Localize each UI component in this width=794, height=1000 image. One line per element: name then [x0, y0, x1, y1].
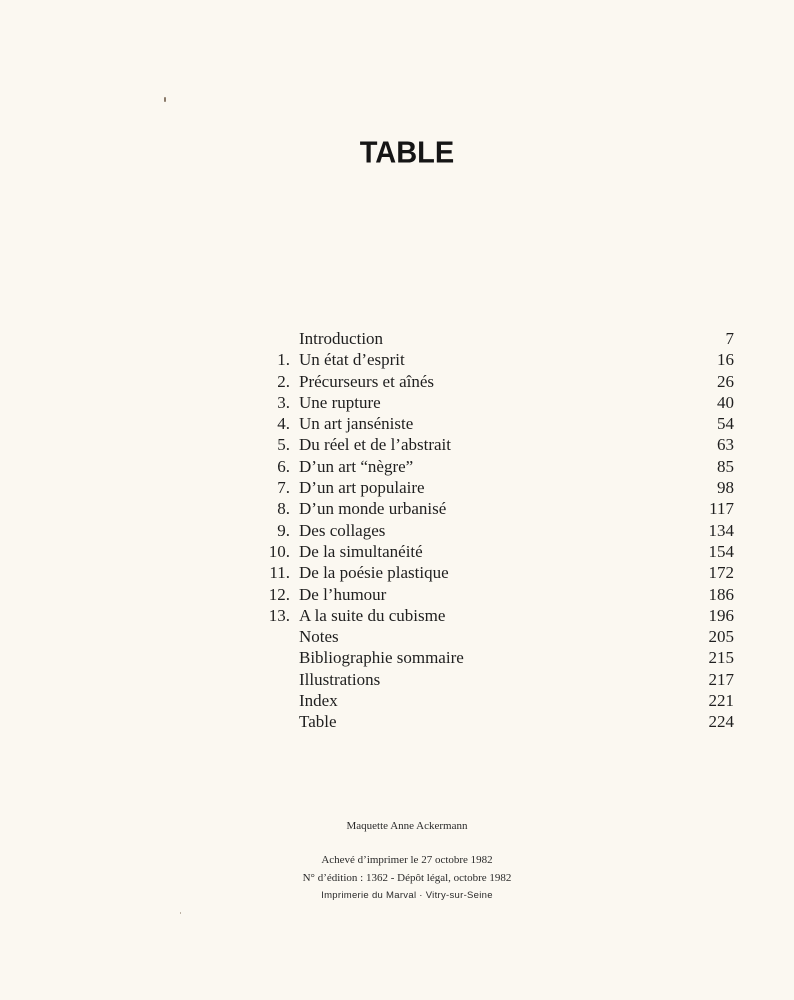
toc-entry-page: 85: [717, 456, 734, 476]
toc-entry: [250, 647, 734, 668]
toc-entry-page: 7: [725, 329, 734, 348]
toc-entry: [250, 456, 734, 477]
toc-entry: [250, 349, 734, 370]
page-title: TABLE: [359, 136, 455, 170]
toc-entry-label: De la simultanéité: [299, 541, 423, 561]
toc-entry-number: 2.: [277, 371, 290, 391]
toc-entry-label: Précurseurs et aînés: [299, 371, 435, 391]
toc-entry-page: 215: [708, 648, 734, 668]
toc-entry-label: Notes: [299, 627, 339, 647]
toc-entry-number: 1.: [277, 350, 290, 370]
toc-entry: [250, 413, 734, 434]
toc-entry-number: 6.: [277, 456, 290, 476]
edition-info: N° d’édition : 1362 - Dépôt légal, octobre 1982: [302, 872, 512, 884]
toc-entry-label: Une rupture: [299, 392, 381, 412]
toc-entry-page: 54: [717, 414, 734, 434]
toc-entry-label: Illustrations: [299, 669, 381, 689]
toc-entry: [250, 392, 734, 413]
toc-entry-page: 205: [708, 627, 734, 647]
printer-info: Imprimerie du Marval · Vitry-sur-Seine: [321, 890, 493, 901]
toc-entry-page: 40: [717, 392, 734, 412]
toc-entry-page: 26: [717, 371, 734, 391]
toc-entry-label: De la poésie plastique: [299, 563, 449, 583]
toc-entry-label: Des collages: [299, 520, 386, 540]
toc-entry-number: 12.: [268, 584, 290, 604]
toc-entry-page: 186: [708, 584, 734, 604]
toc-entry: [250, 711, 734, 732]
toc-entry-label: D’un monde urbanisé: [299, 499, 447, 519]
toc-entry-label: D’un art populaire: [299, 478, 425, 498]
toc-entry-page: 154: [708, 541, 734, 561]
toc-entry: [250, 434, 734, 455]
toc-entry-label: De l’humour: [299, 584, 387, 604]
toc-entry-label: A la suite du cubisme: [299, 605, 446, 625]
toc-entry-number: 5.: [277, 435, 290, 455]
toc-entry-label: Index: [299, 691, 338, 711]
toc-entry: [250, 562, 734, 583]
toc-entry-page: 221: [708, 691, 734, 711]
toc-entry: [250, 477, 734, 498]
paper-speck: [180, 912, 181, 914]
toc-entry-label: D’un art “nègre”: [299, 456, 414, 476]
table-of-contents: [250, 328, 734, 733]
toc-entry-page: 63: [717, 435, 734, 455]
toc-entry: [250, 669, 734, 690]
toc-entry: [250, 584, 734, 605]
toc-entry-label: Un état d’esprit: [299, 350, 405, 370]
toc-entry-page: 98: [717, 478, 734, 498]
toc-entry-label: Du réel et de l’abstrait: [299, 435, 451, 455]
paper-speck: [164, 97, 166, 102]
toc-entry-number: 3.: [277, 392, 290, 412]
toc-entry-number: 7.: [277, 478, 290, 498]
toc-entry-number: 9.: [277, 520, 290, 540]
toc-entry-page: 16: [717, 350, 734, 370]
toc-entry-number: 13.: [268, 605, 290, 625]
toc-entry-number: 4.: [277, 414, 290, 434]
toc-entry: [250, 690, 734, 711]
toc-entry: [250, 371, 734, 392]
toc-entry-label: Bibliographie sommaire: [299, 648, 464, 668]
toc-entry-label: Un art janséniste: [299, 414, 414, 434]
toc-entry-label: Introduction: [299, 329, 384, 348]
toc-entry: [250, 498, 734, 519]
toc-entry-number: 8.: [277, 499, 290, 519]
toc-entry-label: Table: [299, 712, 337, 732]
toc-entry-page: 117: [709, 499, 734, 519]
toc-entry-page: 196: [708, 605, 734, 625]
toc-entry-page: 134: [708, 520, 734, 540]
toc-entry: [250, 328, 734, 349]
toc-entry-number: 10.: [268, 541, 290, 561]
toc-entry: [250, 520, 734, 541]
toc-entry: [250, 626, 734, 647]
layout-credit: Maquette Anne Ackermann: [346, 820, 468, 832]
toc-entry: [250, 541, 734, 562]
toc-entry: [250, 605, 734, 626]
toc-entry-page: 217: [708, 669, 734, 689]
printing-date: Achevé d’imprimer le 27 octobre 1982: [321, 854, 493, 866]
toc-entry-page: 224: [708, 712, 734, 732]
toc-entry-number: 11.: [269, 563, 290, 583]
toc-entry-page: 172: [708, 563, 734, 583]
